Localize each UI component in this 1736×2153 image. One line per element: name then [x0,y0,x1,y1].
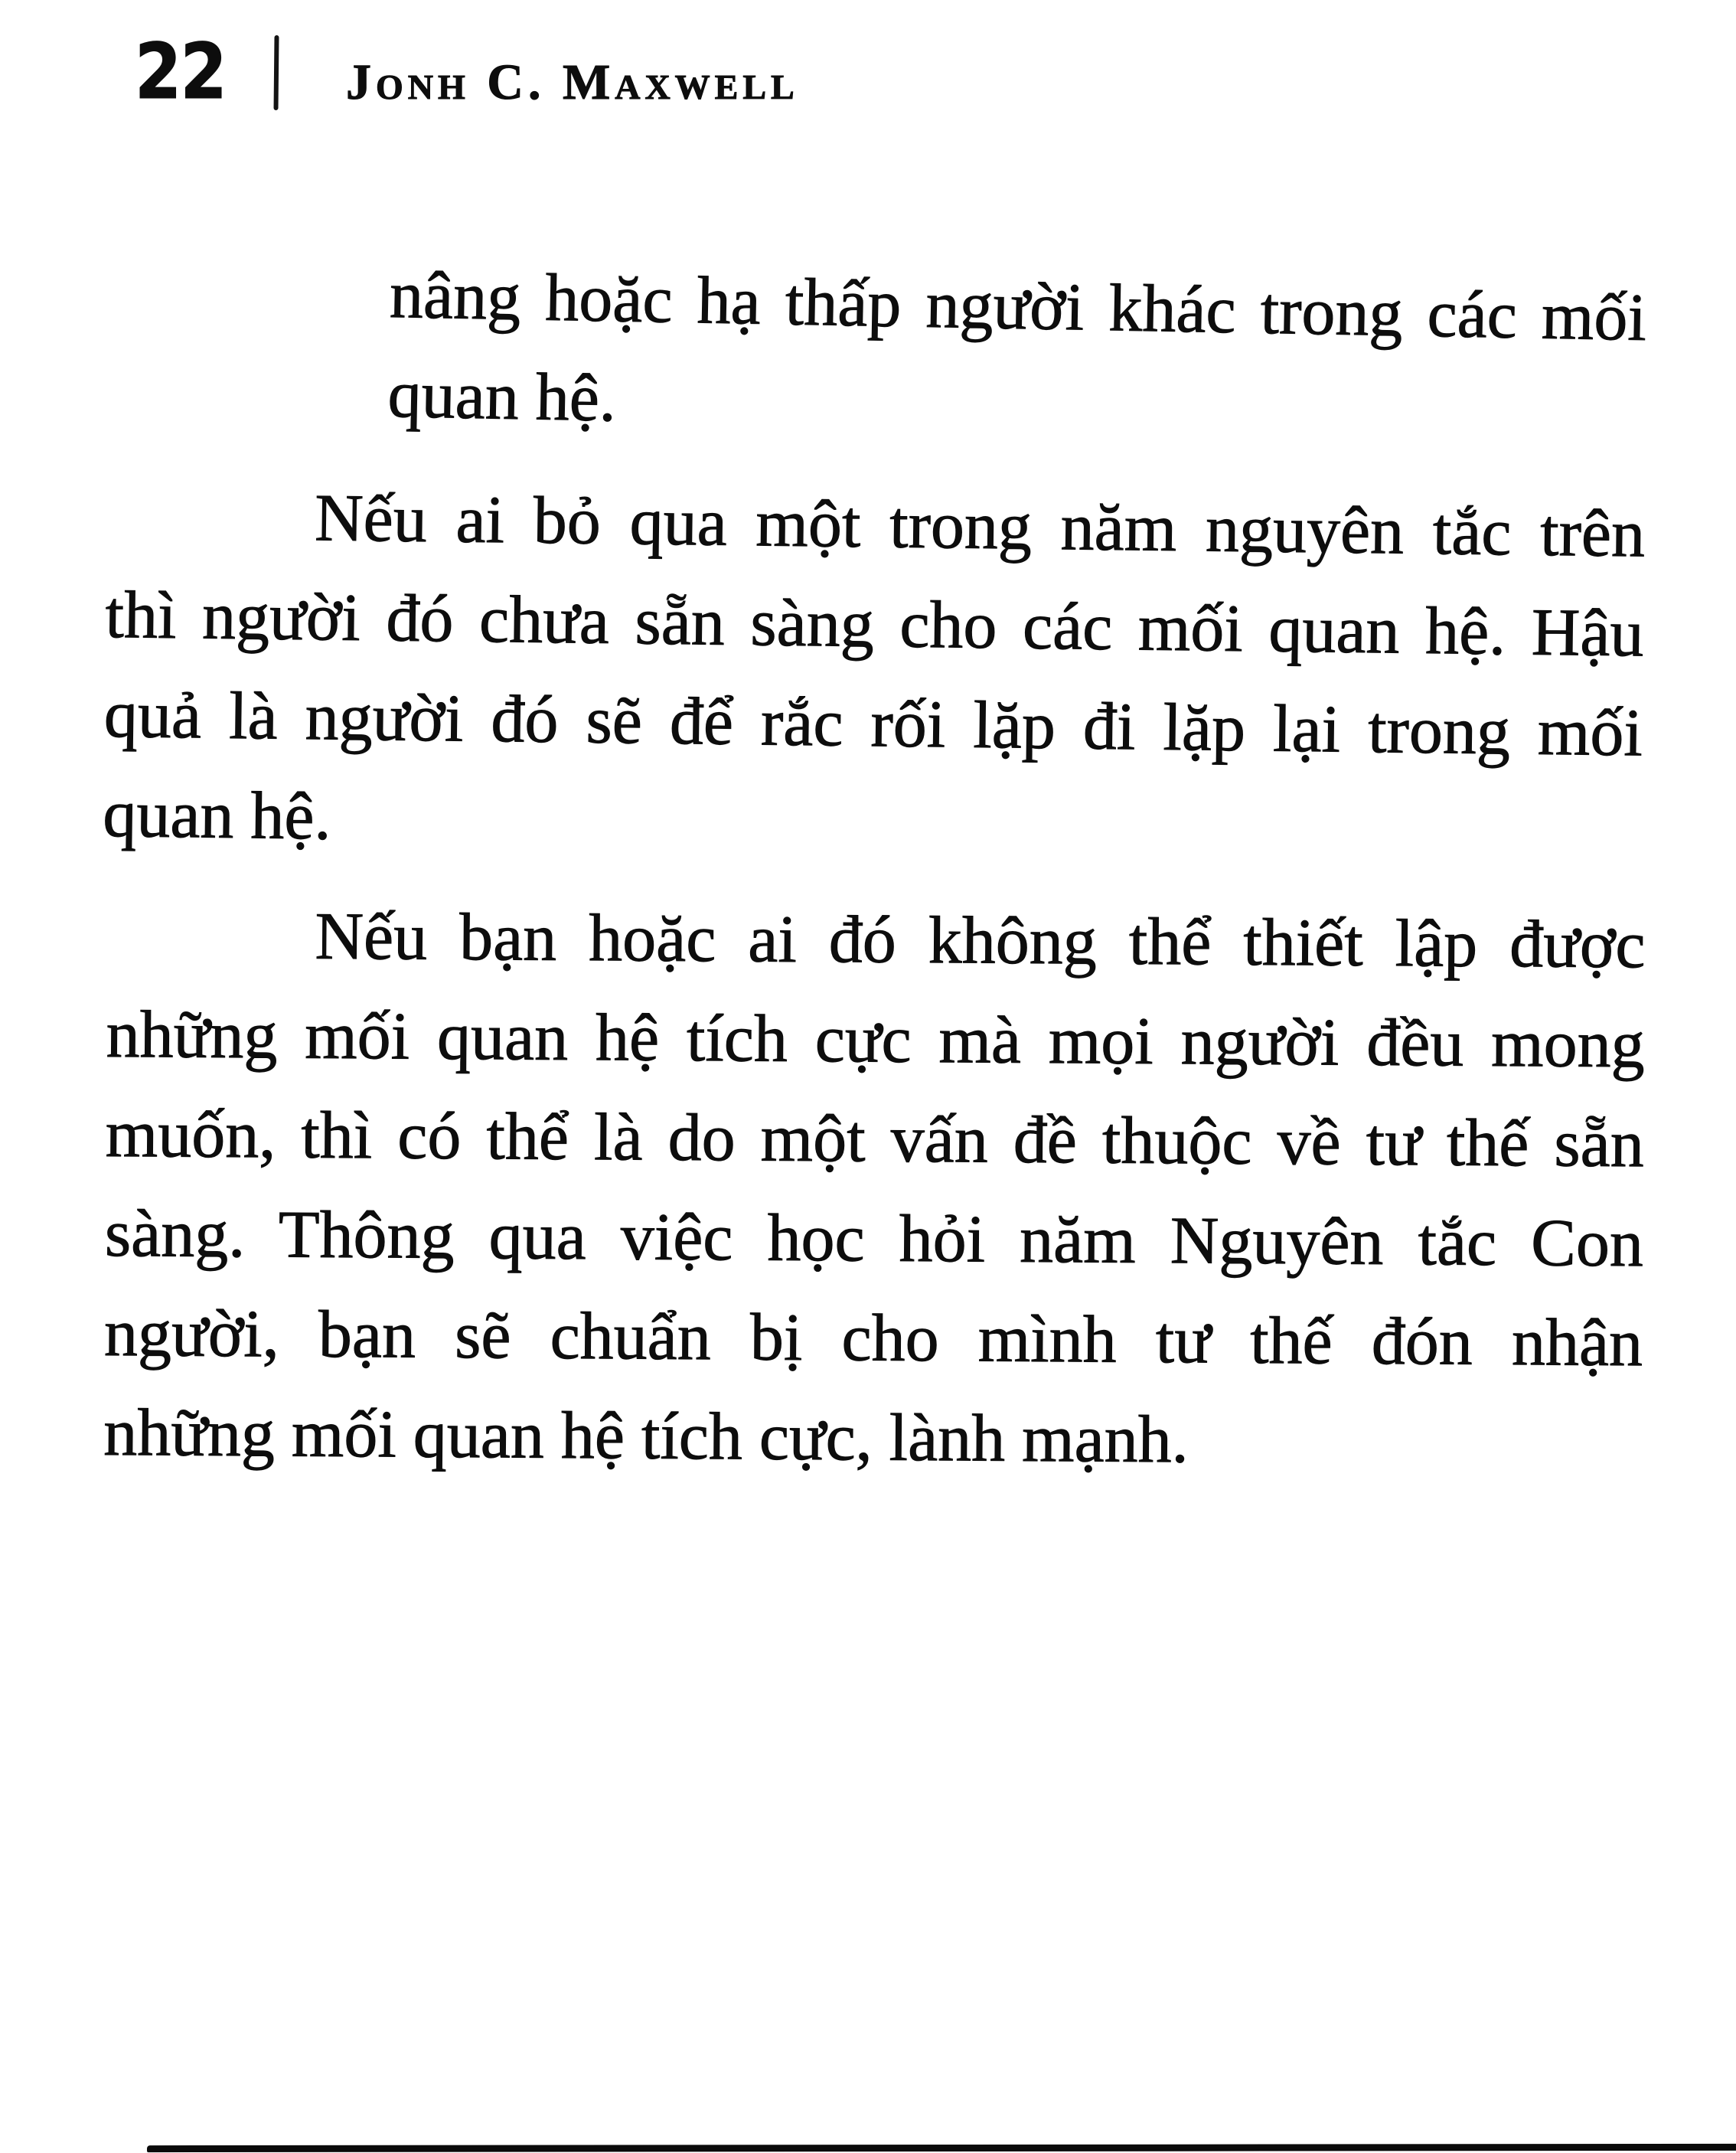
text-line: quả là người đó sẽ để rắc rối lặp đi lặp lại trong mối [103,677,1643,771]
text-line: thì người đó chưa sẵn sàng cho các mối quan hệ. Hậu [105,577,1645,671]
text-line: Nếu bạn hoặc ai đó không thể thiết lập được [315,899,1646,983]
text-line: sàng. Thông qua việc học hỏi năm Nguyên tắc Con [104,1196,1644,1282]
text-line: người, bạn sẽ chuẩn bị cho mình tư thế đón nhận [103,1295,1643,1381]
paragraph [103,886,1646,1493]
text-line: Nếu ai bỏ qua một trong năm nguyên tắc trên [314,481,1646,572]
page-bottom-scan-artifact [147,2144,1736,2152]
text-line: muốn, thì có thể là do một vấn đề thuộc về tư thế sẵn [105,1096,1645,1182]
body-text [102,246,1647,1483]
text-line: nâng hoặc hạ thấp người khác trong các mối [389,258,1647,356]
running-header-author: Jonh C. Maxwell [346,54,799,110]
header-divider [273,35,279,110]
text-line: những mối quan hệ tích cực, lành mạnh. [103,1395,1189,1478]
text-line: quan hệ. [102,776,332,854]
paragraph [103,466,1646,884]
paragraph-continuation [387,246,1647,468]
page-number: 22 [135,27,226,116]
text-line: những mối quan hệ tích cực mà mọi người đều mong [106,997,1645,1083]
text-line: quan hệ. [387,357,617,436]
running-header [0,0,1736,153]
